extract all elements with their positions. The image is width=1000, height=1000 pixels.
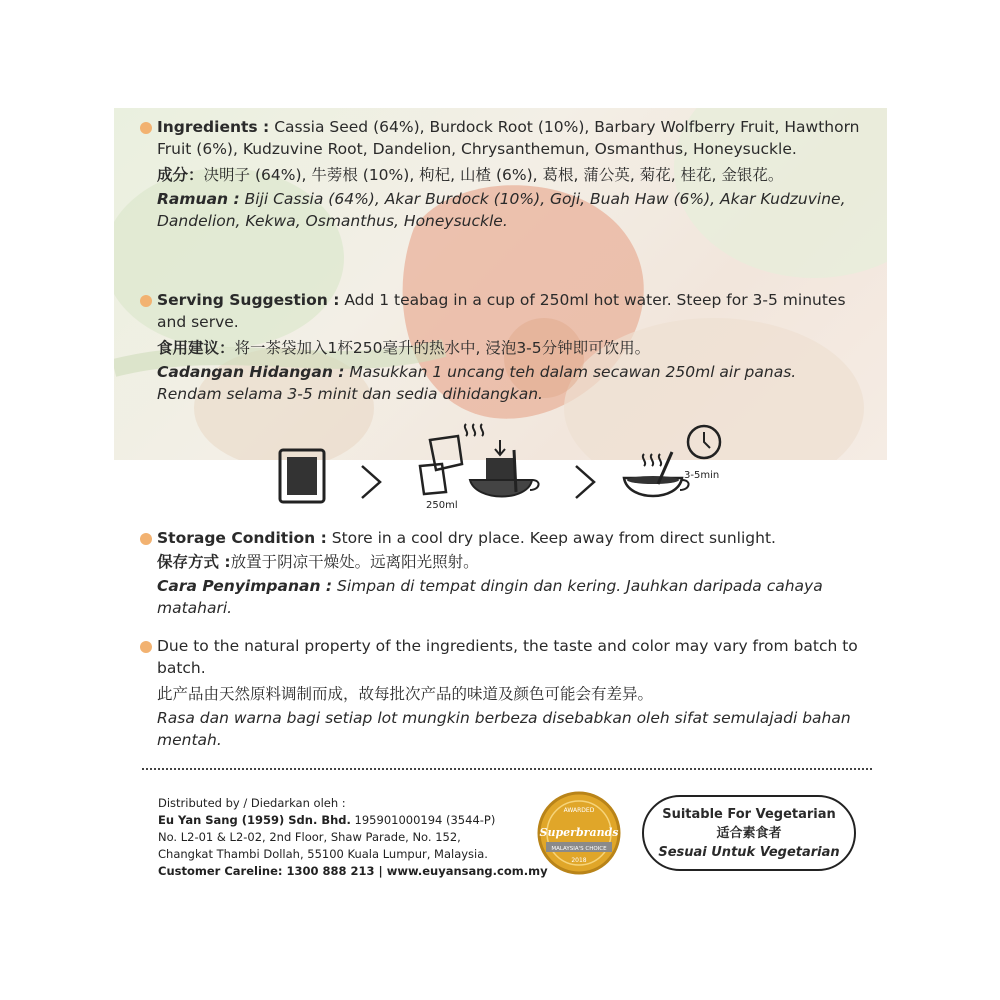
distributor-label: Distributed by / Diedarkan oleh : bbox=[158, 796, 346, 810]
divider bbox=[142, 768, 872, 770]
clock-icon bbox=[688, 426, 720, 458]
chevron-right-icon bbox=[576, 466, 594, 498]
ingredients-zh-label: 成分： bbox=[157, 166, 204, 184]
ingredients-ms-label: Ramuan : bbox=[157, 190, 240, 208]
chevron-right-icon bbox=[362, 466, 380, 498]
serving-en: Add 1 teabag in a cup of 250ml hot water. Steep for 3-5 minutes and serve. bbox=[157, 291, 846, 331]
storage-zh: 放置于阴凉干燥处。远离阳光照射。 bbox=[230, 553, 479, 571]
steeping-cup-icon bbox=[624, 452, 689, 496]
distributor-company: Eu Yan Sang (1959) Sdn. Bhd. bbox=[158, 813, 351, 827]
step-volume-label: 250ml bbox=[426, 500, 458, 511]
serving-ms-label: Cadangan Hidangan : bbox=[157, 363, 345, 381]
storage-en: Store in a cool dry place. Keep away from direct sunlight. bbox=[331, 529, 776, 547]
serving-label: Serving Suggestion : bbox=[157, 291, 340, 309]
badge-name: Superbrands bbox=[539, 826, 619, 839]
notice-en: Due to the natural property of the ingredients, the taste and color may vary from batch to batch. bbox=[157, 637, 858, 677]
storage-label: Storage Condition : bbox=[157, 529, 327, 547]
customer-careline: Customer Careline: 1300 888 213 | www.euyansang.com.my bbox=[158, 864, 548, 878]
serving-section bbox=[140, 289, 860, 405]
notice-zh: 此产品由天然原料调制而成，故每批次产品的味道及颜色可能会有差异。 bbox=[157, 685, 654, 703]
distributor-info bbox=[158, 795, 548, 880]
vegetarian-ms: Sesuai Untuk Vegetarian bbox=[658, 845, 840, 860]
vegetarian-zh: 适合素食者 bbox=[716, 826, 782, 841]
bullet-icon bbox=[140, 533, 152, 545]
serving-ms: Masukkan 1 uncang teh dalam secawan 250ml air panas. Rendam selama 3-5 minit dan sedia dihidangkan. bbox=[157, 363, 797, 403]
storage-ms-label: Cara Penyimpanan : bbox=[157, 577, 333, 595]
vegetarian-en: Suitable For Vegetarian bbox=[662, 807, 836, 822]
bullet-icon bbox=[140, 641, 152, 653]
ingredients-label: Ingredients : bbox=[157, 118, 270, 136]
storage-ms: Simpan di tempat dingin dan kering. Jauhkan daripada cahaya matahari. bbox=[157, 577, 823, 617]
superbrands-badge bbox=[536, 790, 622, 876]
ingredients-en: Cassia Seed (64%), Burdock Root (10%), Barbary Wolfberry Fruit, Hawthorn Fruit (6%), Kudzuvine Root, Dandelion, Chrysanthemun, Osmanthus, Honeysuckle. bbox=[157, 118, 860, 158]
badge-year: 2018 bbox=[571, 857, 587, 864]
preparation-steps bbox=[270, 418, 730, 518]
teabag-icon bbox=[280, 450, 324, 502]
serving-zh-label: 食用建议： bbox=[157, 339, 235, 357]
storage-section bbox=[140, 527, 860, 619]
storage-zh-label: 保存方式 : bbox=[157, 553, 231, 571]
ingredients-ms: Biji Cassia (64%), Akar Burdock (10%), Goji, Buah Haw (6%), Akar Kudzuvine, Dandelion, Kekwa, Osmanthus, Honeysuckle. bbox=[157, 190, 846, 230]
distributor-address1: No. L2-01 & L2-02, 2nd Floor, Shaw Parade, No. 152, bbox=[158, 830, 461, 844]
badge-top: AWARDED bbox=[563, 807, 595, 814]
badge-sub: MALAYSIA'S CHOICE bbox=[551, 846, 607, 852]
notice-section bbox=[140, 635, 860, 751]
notice-ms: Rasa dan warna bagi setiap lot mungkin berbeza disebabkan oleh sifat semulajadi bahan mentah. bbox=[157, 709, 851, 749]
ingredients-zh: 决明子 (64%), 牛蒡根 (10%), 枸杞, 山楂 (6%), 葛根, 蒲公英, 菊花, 桂花, 金银花。 bbox=[203, 166, 784, 184]
ingredients-section bbox=[140, 116, 860, 232]
vegetarian-badge bbox=[642, 795, 856, 871]
distributor-reg: 195901000194 (3544-P) bbox=[354, 813, 496, 827]
pour-water-icon bbox=[420, 424, 539, 497]
serving-zh: 将一茶袋加入1杯250毫升的热水中, 浸泡3-5分钟即可饮用。 bbox=[234, 339, 651, 357]
bullet-icon bbox=[140, 122, 152, 134]
bullet-icon bbox=[140, 295, 152, 307]
step-time-label: 3-5min bbox=[684, 470, 720, 481]
distributor-address2: Changkat Thambi Dollah, 55100 Kuala Lumpur, Malaysia. bbox=[158, 847, 488, 861]
